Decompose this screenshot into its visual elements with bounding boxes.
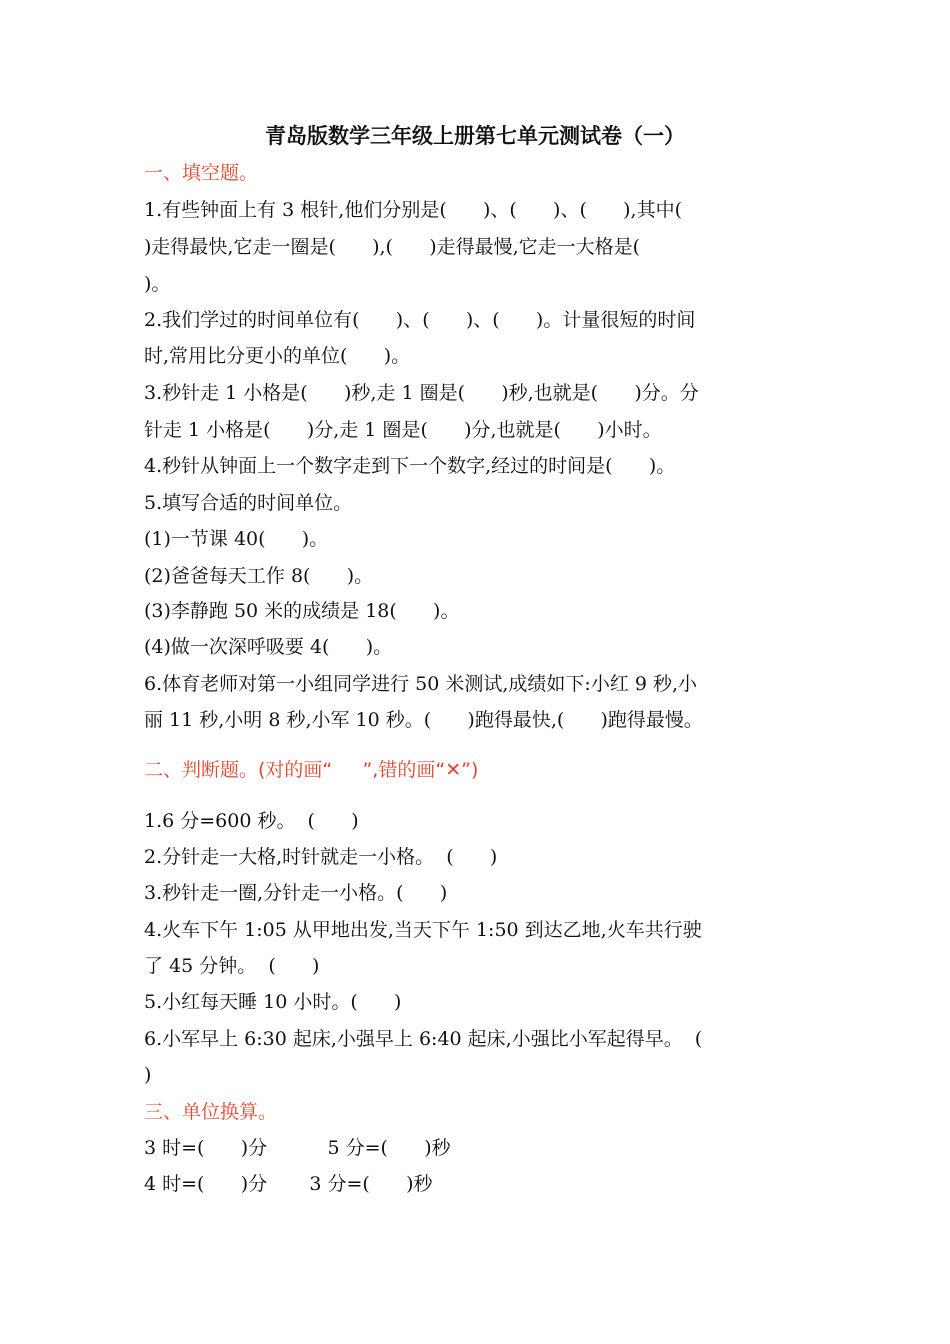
question-line: 2.我们学过的时间单位有( )、( )、( )。计量很短的时间 (144, 309, 696, 331)
question-line: 4.秒针从钟面上一个数字走到下一个数字,经过的时间是( )。 (144, 455, 676, 477)
section-heading-convert: 三、单位换算。 (144, 1101, 278, 1123)
question-line: 5.小红每天睡 10 小时。( ) (144, 991, 402, 1013)
question-line: 6.小军早上 6:30 起床,小强早上 6:40 起床,小强比小军起得早。 ( (144, 1028, 703, 1050)
question-line: 4.火车下午 1:05 从甲地出发,当天下午 1:50 到达乙地,火车共行驶 (144, 919, 702, 941)
question-line: (4)做一次深呼吸要 4( )。 (144, 636, 393, 658)
cross-mark-icon: ✕ (445, 759, 462, 781)
question-line: 了 45 分钟。 ( ) (144, 955, 320, 977)
question-line: ) (144, 1064, 152, 1086)
question-line: 6.体育老师对第一小组同学进行 50 米测试,成绩如下:小红 9 秒,小 (144, 673, 698, 695)
question-line: 3.秒针走一圈,分针走一小格。( ) (144, 882, 448, 904)
question-line: (3)李静跑 50 米的成绩是 18( )。 (144, 600, 460, 622)
judge-heading-prefix: 二、判断题。(对的画“ ”,错的画“ (144, 759, 446, 781)
question-line: 针走 1 小格是( )分,走 1 圈是( )分,也就是( )小时。 (144, 419, 662, 441)
section-heading-judge (144, 756, 824, 784)
question-line: (2)爸爸每天工作 8( )。 (144, 565, 374, 587)
question-line: 丽 11 秒,小明 8 秒,小军 10 秒。( )跑得最快,( )跑得最慢。 (144, 709, 703, 731)
question-line: 3.秒针走 1 小格是( )秒,走 1 圈是( )秒,也就是( )分。分 (144, 382, 699, 404)
judge-heading-suffix: ”) (461, 759, 479, 781)
question-line: (1)一节课 40( )。 (144, 528, 329, 550)
question-line: 2.分针走一大格,时针就走一小格。 ( ) (144, 846, 498, 868)
question-line: 3 时=( )分 5 分=( )秒 (144, 1137, 451, 1159)
question-line: 1.6 分=600 秒。 ( ) (144, 810, 359, 832)
question-line: )走得最快,它走一圈是( ),( )走得最慢,它走一大格是( (144, 236, 641, 258)
question-line: 1.有些钟面上有 3 根针,他们分别是( )、( )、( ),其中( (144, 199, 682, 221)
question-line: 5.填写合适的时间单位。 (144, 492, 353, 514)
question-line: 4 时=( )分 3 分=( )秒 (144, 1173, 433, 1195)
question-line: )。 (144, 273, 171, 295)
question-line: 时,常用比分更小的单位( )。 (144, 345, 411, 367)
section-heading-fill-blank: 一、填空题。 (144, 162, 259, 184)
page-title: 青岛版数学三年级上册第七单元测试卷（一） (265, 124, 685, 148)
